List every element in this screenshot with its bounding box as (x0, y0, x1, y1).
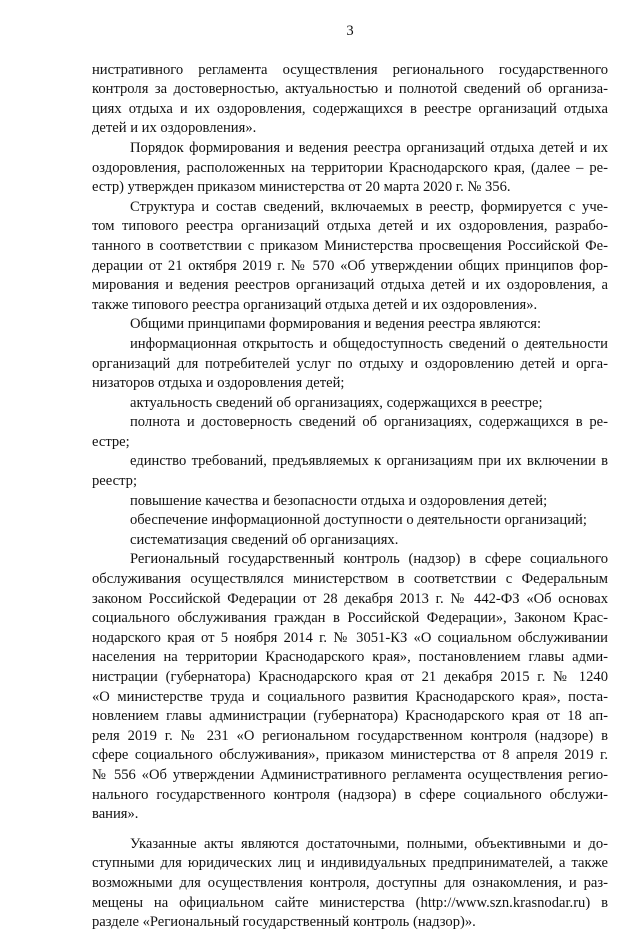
text-line: Региональный государственный контроль (надзор) в сфере социального (130, 551, 608, 568)
text-line: вания». (92, 806, 139, 823)
text-line: нистрации (губернатора) Краснодарского края от 21 декабря 2015 г. № 1240 (92, 669, 608, 685)
text-line: актуальность сведений об организациях, содержащихся в реестре; (130, 394, 543, 411)
text-line: законом Российской Федерации от 28 декабря 2013 г. № 442-ФЗ «Об основах (92, 590, 608, 607)
text-line: организаций для потребителей услуг по отдыху и оздоровлению детей и орга- (92, 355, 608, 372)
text-line: естре; (92, 433, 130, 450)
text-line: повышение качества и безопасности отдыха и оздоровления детей; (130, 492, 548, 509)
text-line: Общими принципами формирования и ведения реестра являются: (130, 316, 542, 333)
text-line: полнота и достоверность сведений об организациях, содержащихся в ре- (130, 414, 608, 431)
text-line: населения на территории Краснодарского края», постановлением главы адми- (92, 649, 608, 666)
text-line: нистративного регламента осуществления регионального государственного (92, 61, 608, 78)
text-line: возможными для осуществления контроля, доступны для ознакомления, и раз- (92, 874, 608, 891)
text-line: ступными для юридических лиц и индивидуальных предпринимателей, а также (92, 855, 608, 872)
text-line: сфере социального обслуживания», приказом министерства от 8 апреля 2019 г. (92, 747, 608, 764)
text-line: мещены на официальном сайте министерства (http://www.szn.krasnodar.ru) в (92, 894, 608, 911)
text-line: оздоровления, расположенных на территории Краснодарского края, (далее – ре- (92, 159, 608, 176)
page-number: 3 (346, 23, 354, 39)
text-line: Порядок формирования и ведения реестра организаций отдыха детей и их (130, 139, 608, 156)
text-line: № 556 «Об утверждении Административного регламента осуществления регио- (92, 766, 608, 783)
text-line: танного в соответствии с приказом Министерства просвещения Российской Фе- (92, 237, 608, 254)
text-line: также типового реестра организаций отдыха детей и их оздоровления». (92, 296, 538, 313)
text-line: мирования и ведения реестров организаций отдыха детей и их оздоровления, а (92, 277, 608, 294)
text-line: Структура и состав сведений, включаемых в реестр, формируется с уче- (130, 198, 608, 215)
text-line: разделе «Региональный государственный контроль (надзор)». (92, 914, 476, 931)
text-line: единство требований, предъявляемых к организациям при их включении в (130, 453, 608, 470)
text-line: обслуживания осуществлялся министерством в соответствии с Федеральным (92, 571, 608, 588)
text-line: нального государственного контроля (надзора) в сфере социального обслужи- (92, 786, 608, 803)
text-line: Указанные акты являются достаточными, полными, объективными и до- (130, 835, 608, 852)
text-line: дерации от 21 октября 2019 г. № 570 «Об утверждении общих принципов фор- (92, 257, 608, 274)
text-line: реестр; (92, 473, 137, 490)
text-line: реля 2019 г. № 231 «О региональном государственном контроля (надзоре) в (92, 727, 608, 744)
text-line: социального обслуживания граждан в Российской Федерации», Законом Крас- (92, 610, 608, 627)
text-line: естр) утвержден приказом министерства от 20 марта 2020 г. № 356. (92, 179, 511, 196)
text-line: систематизация сведений об организациях. (130, 531, 399, 548)
text-line: том типового реестра организаций отдыха детей и их оздоровления, разрабо- (92, 218, 608, 235)
text-line: циях отдыха и их оздоровления, содержащихся в реестре организаций отдыха (92, 100, 608, 117)
text-line: информационная открытость и общедоступность сведений о деятельности (130, 335, 608, 352)
text-line: нодарского края от 5 ноября 2014 г. № 3051-КЗ «О социальном обслуживании (92, 629, 608, 646)
text-line: новлением главы администрации (губернатора) Краснодарского края от 18 ап- (92, 708, 608, 725)
body-text (92, 61, 608, 933)
text-line: детей и их оздоровления». (92, 120, 257, 137)
text-line: «О министерстве труда и социального развития Краснодарского края», поста- (92, 688, 608, 705)
text-line: контроля за достоверностью, актуальностью и полнотой сведений об организа- (92, 81, 608, 98)
text-line: низаторов отдыха и оздоровления детей; (92, 375, 345, 392)
text-line: обеспечение информационной доступности о деятельности организаций; (130, 512, 587, 529)
